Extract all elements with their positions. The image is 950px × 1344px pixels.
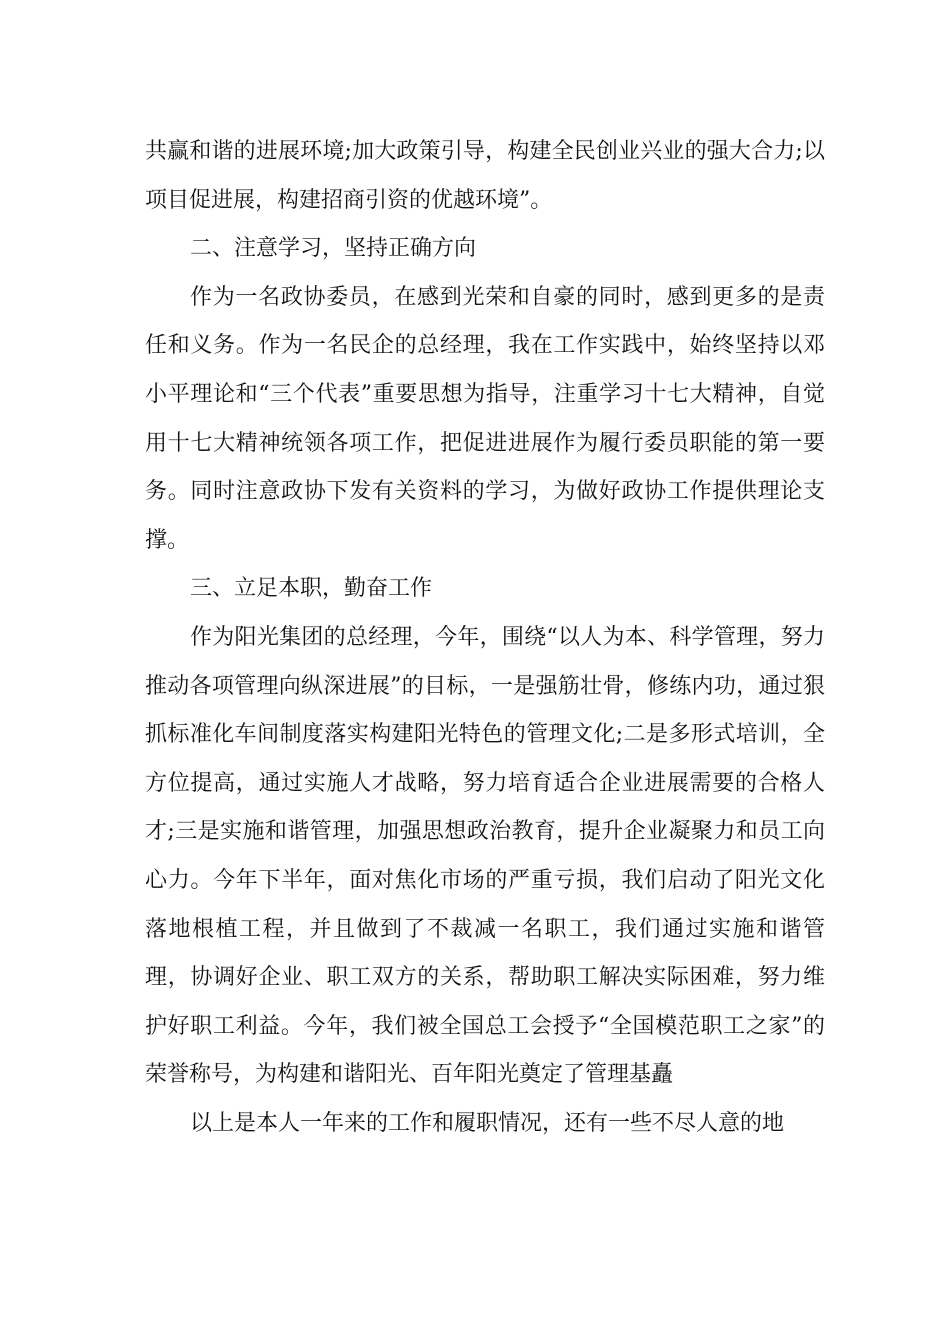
- section-heading-study: 二、注意学习，坚持正确方向: [190, 236, 477, 262]
- document-body: [145, 128, 825, 1148]
- paragraph-work: 作为阳光集团的总经理，今年，围绕“以人为本、科学管理，努力推动各项管理向纵深进展”的目标，一是强筋壮骨，修练内功，通过狠抓标准化车间制度落实构建阳光特色的管理文化;二是多形式培训，全方位提高，通过实施人才战略，努力培育适合企业进展需要的合格人才;三是实施和谐管理，加强思想政治教育，提升企业凝聚力和员工向心力。今年下半年，面对焦化市场的严重亏损，我们启动了阳光文化落地根植工程，并且做到了不裁减一名职工，我们通过实施和谐管理，协调好企业、职工双方的关系，帮助职工解决实际困难，努力维护好职工利益。今年，我们被全国总工会授予“全国模范职工之家”的荣誉称号，为构建和谐阳光、百年阳光奠定了管理基矗: [145, 624, 825, 1088]
- paragraph-continuation: 共赢和谐的进展环境;加大政策引导，构建全民创业兴业的强大合力;以项目促进展，构建招商引资的优越环境”。: [145, 139, 825, 213]
- paragraph-study: 作为一名政协委员，在感到光荣和自豪的同时，感到更多的是责任和义务。作为一名民企的总经理，我在工作实践中，始终坚持以邓小平理论和“三个代表”重要思想为指导，注重学习十七大精神，自觉用十七大精神统领各项工作，把促进进展作为履行委员职能的第一要务。同时注意政协下发有关资料的学习，为做好政协工作提供理论支撑。: [145, 284, 825, 553]
- paragraph-conclusion: 以上是本人一年来的工作和履职情况，还有一些不尽人意的地: [190, 1110, 785, 1136]
- section-heading-work: 三、立足本职，勤奋工作: [190, 576, 433, 602]
